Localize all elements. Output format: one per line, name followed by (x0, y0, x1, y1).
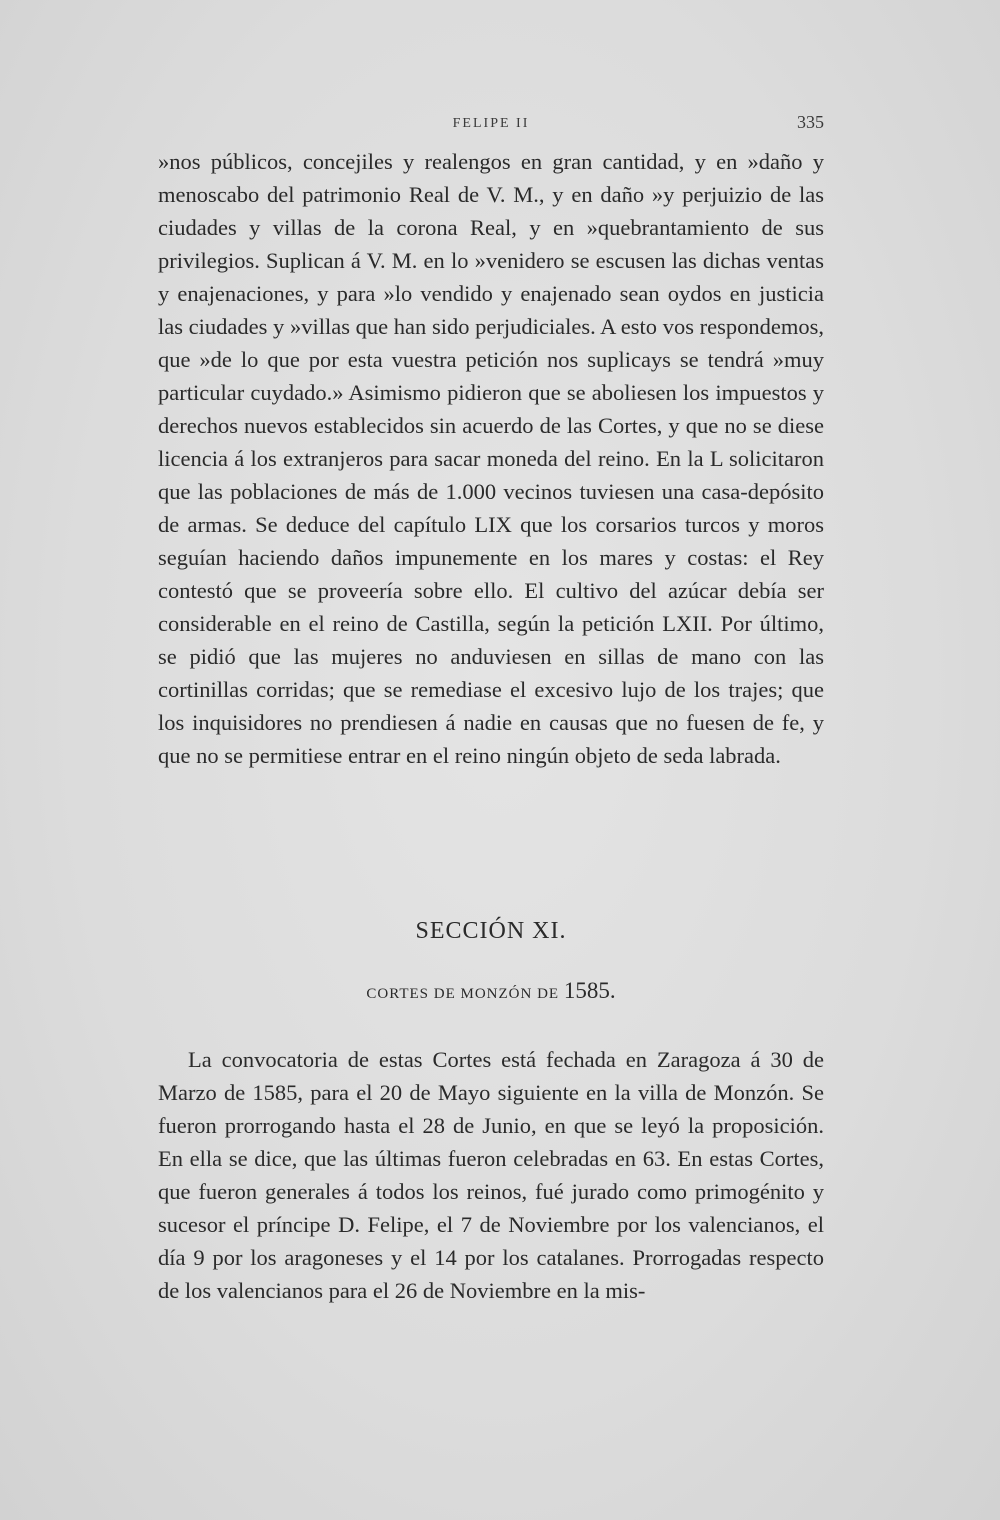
section-title: SECCIÓN XI. (415, 918, 567, 944)
body-paragraph: La convocatoria de estas Cortes está fechada en Zaragoza á 30 de Marzo de 1585, para el 20 de Mayo siguiente en la villa de Monzón. Se fueron prorrogando hasta el 28 de Junio, en que se leyó la proposición. En ella se dice, que las últimas fueron celebradas en 63. En estas Cortes, que fueron generales á todos los reinos, fué jurado como primogénito y sucesor el príncipe D. Felipe, el 7 de Noviembre por los valencianos, el día 9 por los aragoneses y el 14 por los catalanes. Prorrogadas respecto de los valencianos para el 26 de Noviembre en la mis- (158, 1047, 824, 1303)
section-year: 1585. (563, 978, 616, 1003)
page-number: 335 (797, 112, 824, 132)
body-paragraph: »nos públicos, concejiles y realengos en gran cantidad, y en »daño y menoscabo del patrimonio Real de V. M., y en daño »y perjuizio de las ciudades y villas de la corona Real, y en »quebrantamiento de sus privilegios. Suplican á V. M. en lo »venidero se escusen las dichas ventas y enajenaciones, y para »lo vendido y enajenado sean oydos en justicia las ciudades y »villas que han sido perjudiciales. A esto vos respondemos, que »de lo que por esta vuestra petición nos suplicays se tendrá »muy particular cuydado.» Asimismo pidieron que se aboliesen los impuestos y derechos nuevos establecidos sin acuerdo de las Cortes, y que no se diese licencia á los extranjeros para sacar moneda del reino. En la L solicitaron que las poblaciones de más de 1.000 vecinos tuviesen una casa-depósito de armas. Se deduce del capítulo LIX que los corsarios turcos y moros seguían haciendo daños impunemente en los mares y costas: el Rey contestó que se proveería sobre ello. El cultivo del azúcar debía ser considerable en el reino de Castilla, según la petición LXII. Por último, se pidió que las mujeres no anduviesen en sillas de mano con las cortinillas corridas; que se remediase el excesivo lujo de los trajes; que los inquisidores no prendiesen á nadie en causas que no fuesen de fe, y que no se permitiese entrar en el reino ningún objeto de seda labrada. (158, 149, 824, 768)
running-head (158, 112, 824, 140)
running-title: FELIPE II (452, 116, 530, 131)
section-subtitle (158, 978, 824, 1004)
section-subtitle-text: CORTES DE MONZÓN DE (366, 986, 560, 1002)
